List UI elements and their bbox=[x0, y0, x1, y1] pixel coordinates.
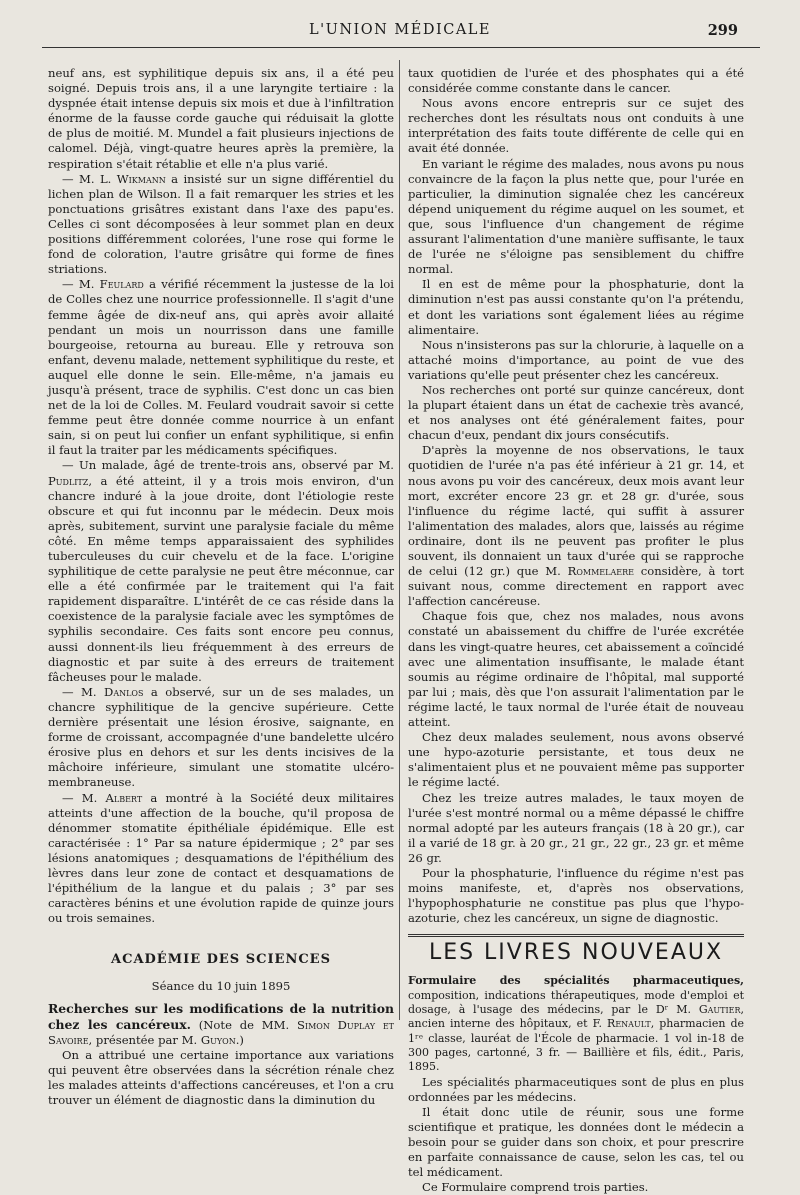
author-name: — M. L. Wikmann bbox=[62, 171, 166, 186]
author-name: Pudlitz bbox=[48, 473, 89, 488]
book-description: , pharmacien de 1ʳᵉ classe, lauréat de l'École de pharmacie. 1 vol in-18 de 300 pages, cartonné, 3 fr. — Baillière et fils, édit., Paris, 1895. bbox=[408, 1017, 744, 1074]
paragraph-text: a observé, sur un de ses malades, un chancre syphilitique de la gencive supérieure. Cette dernière présentait une lésion érosive, saignante, en forme de croissant, accompagnée d'une bandelette ulcéro érosive plus en dehors et sur les dents incisives de la mâchoire inférieure, simulant une stomatite ulcéro-membraneuse. bbox=[48, 684, 394, 790]
paragraph bbox=[48, 458, 394, 684]
paragraph: Nous avons encore entrepris sur ce sujet des recherches dont les résultats nous ont conduits à une interprétation des faits toute différente de celle qui en avait été donnée. bbox=[408, 96, 744, 156]
paragraph-text: considère, à tort suivant nous, comme directement en rapport avec l'affection cancéreuse. bbox=[408, 564, 744, 609]
author-name: Gautier bbox=[698, 1003, 741, 1017]
header-rule bbox=[42, 47, 760, 48]
paragraph: Nos recherches ont porté sur quinze cancéreux, dont la plupart étaient dans un état de cachexie très avancé, et nos analyses ont été généralement faites, pour chacun d'eux, pendant dix jours consécutifs. bbox=[408, 382, 744, 443]
left-column bbox=[48, 66, 394, 1108]
paragraph: Chaque fois que, chez nos malades, nous avons constaté un abaissement du chiffre de l'urée excrétée dans les vingt-quatre heures, cet abaissement a coïncidé avec une alimentation insuffisante, le malade étant soumis au régime ordinaire de l'hôpital, mal supporté par lui ; mais, dès que l'on assurait l'alimentation par le régime lacté, le taux normal de l'urée était de nouveau atteint. bbox=[408, 609, 744, 730]
article-title: Recherches sur les modifications de la nutrition chez les cancéreux. bbox=[48, 1000, 394, 1032]
journal-title: L'UNION MÉDICALE bbox=[309, 22, 491, 38]
paragraph-text: , a été atteint, il y a trois mois environ, d'un chancre induré à la joue droite, dont l'étiologie reste obscure et qui fut inconnu par le médecin. Deux mois après, subitement, survint une paralysie faciale du même côté. En même temps apparaissaient des syphilides tuberculeuses du cuir chevelu et de la face. L'origine syphilitique de cette paralysie ne peut être méconnue, car elle a été confirmée par le traitement qui l'a fait rapidement disparaître. L'intérêt de ce cas réside dans la coexistence de la paralysie faciale avec les symptômes de syphilis secondaire. Ces faits sont encore peu connus, aussi donnent-ils lieu fréquemment à des erreurs de diagnostic et par suite à des erreurs de traitement fâcheuses pour le malade. bbox=[48, 473, 394, 684]
section-heading: ACADÉMIE DES SCIENCES bbox=[111, 952, 331, 968]
paragraph: Chez les treize autres malades, le taux moyen de l'urée s'est montré normal ou a même dépassé le chiffre normal adopté par les auteurs français (18 à 20 gr.), car il a varié de 18 gr. à 20 gr., 21 gr., 22 gr., 23 gr. et même 26 gr. bbox=[408, 790, 744, 865]
author-name: Rommelaere bbox=[567, 564, 634, 579]
article-note: .) bbox=[235, 1032, 244, 1047]
paragraph: Nous n'insisterons pas sur la chlorurie, à laquelle on a attaché moins d'importance, au point de vue des variations qu'elle peut présenter chez les cancéreux. bbox=[408, 337, 744, 382]
book-description: composition, indications thérapeutiques, mode d'emploi et dosage, à l'usage des médecins, par le Dʳ M. bbox=[408, 988, 744, 1017]
paragraph: Pour la phosphaturie, l'influence du régime n'est pas moins manifeste, et, d'après nos observations, l'hypophosphaturie ne constitue pas plus que l'hypo-azoturie, chez les cancéreux, un signe de diagnostic. bbox=[408, 865, 744, 926]
section-heading: LES LIVRES NOUVEAUX bbox=[428, 940, 724, 966]
paragraph: Il en est de même pour la phosphaturie, dont la diminution n'est pas aussi constante qu'on l'a prétendu, et dont les variations sont également liées au régime alimentaire. bbox=[408, 277, 744, 337]
book-title: Formulaire des spécialités pharmaceutiques, bbox=[408, 974, 744, 988]
paragraph bbox=[408, 443, 744, 609]
paragraph bbox=[48, 172, 394, 278]
paragraph-text: a vérifié récemment la justesse de la loi de Colles chez une nourrice professionnelle. Il s'agit d'une femme âgée de dix-neuf ans, qui après avoir allaité pendant un mois un nourrisson dans une famille bourgeoise, retourna au bureau. Elle y retrouva son enfant, devenu malade, nettement syphilitique du reste, et auquel elle donne le sein. Elle-même, n'a jamais eu jusqu'à présent, trace de syphilis. C'est donc un cas bien net de la loi de Colles. M. Feulard voudrait savoir si cette femme peut être donnée comme nourrice à un enfant sain, si on peut lui confier un enfant syphilitique, si enfin il faut la traiter par les médicaments spécifiques. bbox=[48, 277, 394, 458]
paragraph: Les spécialités pharmaceutiques sont de plus en plus ordonnées par les médecins. bbox=[408, 1074, 744, 1104]
book-description: , ancien interne des hôpitaux, et F. bbox=[408, 1003, 744, 1031]
paragraph: En variant le régime des malades, nous avons pu nous convaincre de la façon la plus nette que, pour l'urée en particulier, la diminution signalée chez les cancéreux dépend uniquement du régime auquel on les soumet, et que, sous l'influence d'un changement de régime assurant l'alimentation d'une manière suffisante, le taux de l'urée ne s'éloigne pas sensiblement du chiffre normal. bbox=[408, 156, 744, 277]
paragraph: taux quotidien de l'urée et des phosphates qui a été considérée comme constante dans le cancer. bbox=[408, 66, 744, 96]
paragraph: Il était donc utile de réunir, sous une forme scientifique et pratique, les données dont le médecin a besoin pour se guider dans son choix, et pour prescrire en parfaite connaissance de cause, selon les cas, tel ou tel médicament. bbox=[408, 1104, 744, 1180]
article-heading bbox=[48, 1001, 394, 1048]
paragraph bbox=[48, 685, 394, 791]
right-column bbox=[408, 66, 744, 1195]
author-name: — M. Albert bbox=[62, 790, 143, 805]
article-note: , présentée par M. bbox=[88, 1032, 201, 1047]
author-name: — M. Feulard bbox=[62, 277, 144, 292]
paragraph: On a attribué une certaine importance aux variations qui peuvent être observées dans la sécrétion rénale chez les malades atteints d'affections cancéreuses, et l'on a cru trouver un élément de diagnostic dans la diminution du bbox=[48, 1047, 394, 1108]
column-divider bbox=[399, 60, 400, 1020]
author-name: — M. Danlos bbox=[62, 684, 144, 699]
section-divider bbox=[408, 934, 744, 937]
running-header bbox=[40, 22, 760, 44]
author-name: Renault bbox=[607, 1017, 651, 1031]
paragraph-text: D'après la moyenne de nos observations, le taux quotidien de l'urée n'a pas été inférieur à 21 gr. 14, et nous avons pu voir des cancéreux, deux mois avant leur mort, excréter encore 23 gr. et 28 gr. d'urée, sous l'influence du régime lacté, qui suffit à assurer l'alimentation des malades, alors que, laissés au régime ordinaire, dont ils ne peuvent pas profiter le plus souvent, ils donnaient un taux d'urée qui se rapproche de celui (12 gr.) que M. bbox=[408, 443, 744, 579]
article-note: (Note de MM. bbox=[190, 1017, 297, 1032]
session-date: Séance du 10 juin 1895 bbox=[151, 979, 291, 994]
paragraph-text: a insisté sur un signe différentiel du lichen plan de Wilson. Il a fait remarquer les stries et les ponctuations grisâtres existant dans l'axe des papu'es. Celles ci sont décomposées à leur sommet plan en deux positions différemment colorées, l'une rose qui forme le fond de coloration, l'autre grisâtre qui forme de fines striations. bbox=[48, 171, 394, 277]
author-names: Simon Duplay et Savoire bbox=[48, 1017, 395, 1047]
paragraph: Chez deux malades seulement, nous avons observé une hypo-azoturie persistante, et tous deux ne s'alimentaient plus et ne pouvaient même pas supporter le régime lacté. bbox=[408, 730, 744, 790]
presenter-name: Guyon bbox=[200, 1032, 236, 1047]
paragraph: Ce Formulaire comprend trois parties. bbox=[422, 1180, 649, 1195]
paragraph bbox=[48, 791, 394, 927]
paragraph: neuf ans, est syphilitique depuis six ans, il a été peu soigné. Depuis trois ans, il a une laryngite tertiaire : la dyspnée était intense depuis six mois et due à l'infiltration énorme de la fausse corde gauche qui réduisait la glotte de plus de moitié. M. Mundel a fait plusieurs injections de calomel. Déjà, vingt-quatre heures après la première, la respiration s'était rétablie et elle n'a plus varié. bbox=[48, 66, 394, 171]
page-number: 299 bbox=[707, 22, 738, 39]
paragraph-text: — Un malade, âgé de trente-trois ans, observé par M. bbox=[62, 458, 394, 473]
paragraph bbox=[48, 277, 394, 458]
book-entry bbox=[408, 974, 744, 1074]
paragraph-text: a montré à la Société deux militaires atteints d'une affection de la bouche, qu'il proposa de dénommer stomatite épithéliale épidémique. Elle est caractérisée : 1° Par sa nature épidermique ; 2° par ses lésions anatomiques ; desquamations de l'épithélium des lèvres dans leur zone de contact et desquamations de l'épithélium de la langue et du palais ; 3° par ses caractères bénins et une évolution rapide de quinze jours ou trois semaines. bbox=[48, 790, 394, 926]
